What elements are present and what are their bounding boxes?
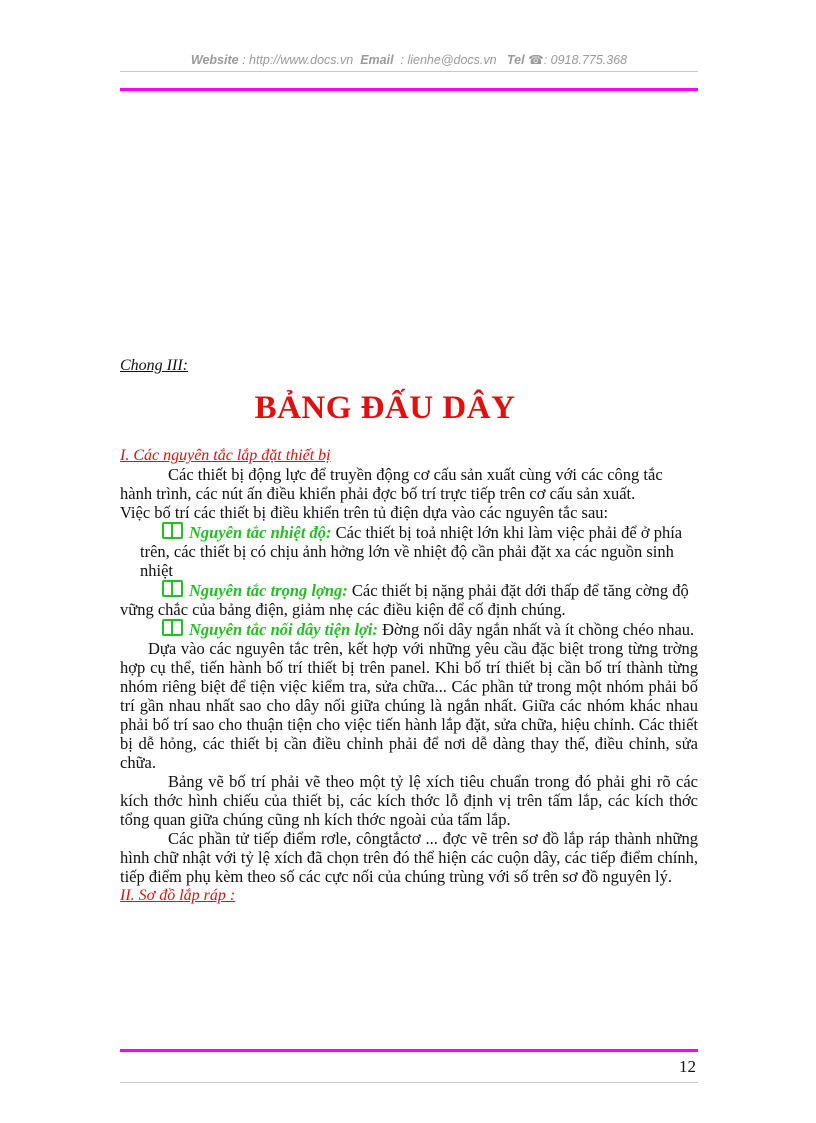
rule-item bbox=[120, 619, 698, 639]
rule-title: Nguyên tắc trọng lợng: bbox=[189, 581, 348, 600]
section-heading-1: I. Các nguyên tắc lắp đặt thiết bị bbox=[120, 447, 331, 464]
website-value: : http://www.docs.vn bbox=[242, 53, 354, 67]
rule-text: Đờng nối dây ngắn nhất và ít chồng chéo nhau. bbox=[382, 620, 695, 639]
page-title: BẢNG ĐẤU DÂY bbox=[254, 390, 516, 426]
footer-divider bbox=[120, 1049, 698, 1052]
email-value: : lienhe@docs.vn bbox=[400, 53, 497, 67]
tel-label: Tel bbox=[507, 53, 525, 67]
chapter-label: Chong III: bbox=[120, 357, 188, 374]
paragraph-3: Dựa vào các nguyên tắc trên, kết hợp với những yêu cầu đặc biệt trong từng trờng hợp cụ thể, tiến hành bố trí thiết bị trên panel. Khi bố trí thiết bị cần bố trí thành từng nhóm riêng biệt để tiện việc kiểm tra, sửa chữa... Các phần tử trong một nhóm phải bố trí gần nhau nhất sao cho dây nối giữa chúng là ngắn nhất. Giữa các nhóm khác nhau phải bố trí sao cho thuận tiện cho việc tiến hành lắp đặt, sửa chữa, hiệu chỉnh. Các thiết bị dễ hỏng, các thiết bị cần điều chỉnh phải để nơi dễ dàng thay thế, điều chỉnh, sửa chữa. bbox=[120, 639, 698, 772]
header-divider-thin bbox=[120, 71, 698, 72]
section-heading-2: II. Sơ đồ lắp ráp : bbox=[120, 887, 236, 904]
book-icon bbox=[162, 522, 183, 539]
phone-icon: ☎ bbox=[528, 53, 544, 67]
rule-item bbox=[120, 522, 698, 580]
book-icon bbox=[162, 580, 183, 597]
paragraph-1: Các thiết bị động lực để truyền động cơ cấu sản xuất cùng với các công tắc hành trình, các nút ấn điều khiển phải đợc bố trí trực tiếp trên cơ cấu sản xuất. bbox=[120, 465, 663, 503]
page-header bbox=[120, 52, 698, 67]
rule-text: Các thiết bị toả nhiệt lớn khi làm việc phải để ở phía trên, các thiết bị có chịu ảnh hởng lớn về nhiệt độ cần phải đặt xa các nguồn sinh nhiệt bbox=[140, 523, 683, 580]
tel-value: : 0918.775.368 bbox=[543, 53, 628, 67]
book-icon bbox=[162, 619, 183, 636]
rule-text: Các thiết bị nặng phải đặt dới thấp để tăng cờng độ vững chắc của bảng điện, giảm nhẹ các điều kiện để cố định chúng. bbox=[120, 581, 689, 619]
rule-item bbox=[120, 580, 698, 619]
website-label: Website bbox=[190, 53, 239, 67]
footer-divider-thin bbox=[120, 1082, 698, 1083]
email-label: Email bbox=[360, 53, 394, 67]
header-divider bbox=[120, 88, 698, 91]
page-number: 12 bbox=[679, 1057, 696, 1076]
rule-title: Nguyên tắc nhiệt độ: bbox=[189, 523, 332, 542]
paragraph-5: Các phần tử tiếp điểm rơle, côngtắctơ ... đợc vẽ trên sơ đồ lắp ráp thành những hình chữ nhật với tỷ lệ xích đã chọn trên đó thể hiện các cuộn dây, các tiếp điểm chính, tiếp điểm phụ kèm theo số các cực nối của chúng trùng với số trên sơ đồ nguyên lý. bbox=[120, 829, 698, 886]
document-body bbox=[120, 446, 698, 905]
paragraph-4: Bảng vẽ bố trí phải vẽ theo một tỷ lệ xích tiêu chuẩn trong đó phải ghi rõ các kích thớc hình chiếu của thiết bị, các kích thớc lỗ định vị trên tấm lắp, các kích thớc tổng quan giữa chúng cũng nh kích thớc ngoài của tấm lắp. bbox=[120, 772, 698, 829]
paragraph-2: Việc bố trí các thiết bị điều khiển trên tủ điện dựa vào các nguyên tắc sau: bbox=[120, 503, 609, 522]
rule-title: Nguyên tắc nối dây tiện lợi: bbox=[189, 620, 378, 639]
